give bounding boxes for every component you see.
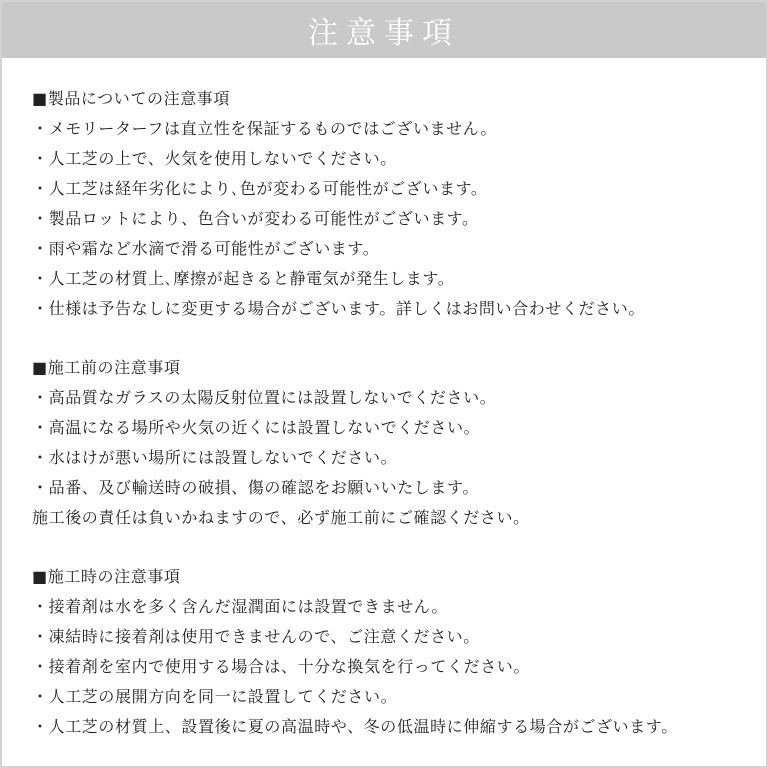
list-item: ・メモリーターフは直立性を保証するものではございません。 [32, 119, 497, 138]
page-title: 注意事項 [308, 16, 460, 51]
list-item: ・水はけが悪い場所には設置しないでください。 [32, 448, 398, 467]
list-item: ・高品質なガラスの太陽反射位置には設置しないでください。 [32, 388, 497, 407]
section-before-installation [32, 353, 757, 533]
list-item: ・雨や霜など水滴で滑る可能性がございます。 [32, 239, 380, 258]
list-item: ・人工芝の材質上､摩擦が起きると静電気が発生します。 [32, 269, 455, 288]
section-during-installation [32, 562, 757, 742]
section-heading: ■施工時の注意事項 [32, 567, 181, 586]
list-item: ・人工芝は経年劣化により､色が変わる可能性がございます。 [32, 179, 488, 198]
section-product [32, 84, 757, 324]
list-item: ・接着剤を室内で使用する場合は、十分な換気を行ってください。 [32, 657, 531, 676]
list-item: 施工後の責任は負いかねますので、必ず施工前にご確認ください。 [32, 508, 530, 527]
section-heading: ■施工前の注意事項 [32, 358, 181, 377]
list-item: ・仕様は予告なしに変更する場合がございます。詳しくはお問い合わせください。 [32, 299, 645, 318]
section-heading: ■製品についての注意事項 [32, 89, 230, 108]
notice-content [32, 84, 757, 768]
list-item: ・製品ロットにより、色合いが変わる可能性がございます。 [32, 209, 479, 228]
list-item: ・人工芝の展開方向を同一に設置してください。 [32, 687, 398, 706]
list-item: ・高温になる場所や火気の近くには設置しないでください。 [32, 418, 481, 437]
list-item: ・人工芝の上で、火気を使用しないでください。 [32, 149, 397, 168]
list-item: ・接着剤は水を多く含んだ湿潤面には設置できません。 [32, 597, 448, 616]
list-item: ・品番、及び輸送時の破損、傷の確認をお願いいたします。 [32, 478, 479, 497]
header-bar [2, 2, 766, 58]
list-item: ・凍結時に接着剤は使用できませんので、ご注意ください。 [32, 627, 480, 646]
list-item: ・人工芝の材質上、設置後に夏の高温時や、冬の低温時に伸縮する場合がございます。 [32, 717, 678, 736]
